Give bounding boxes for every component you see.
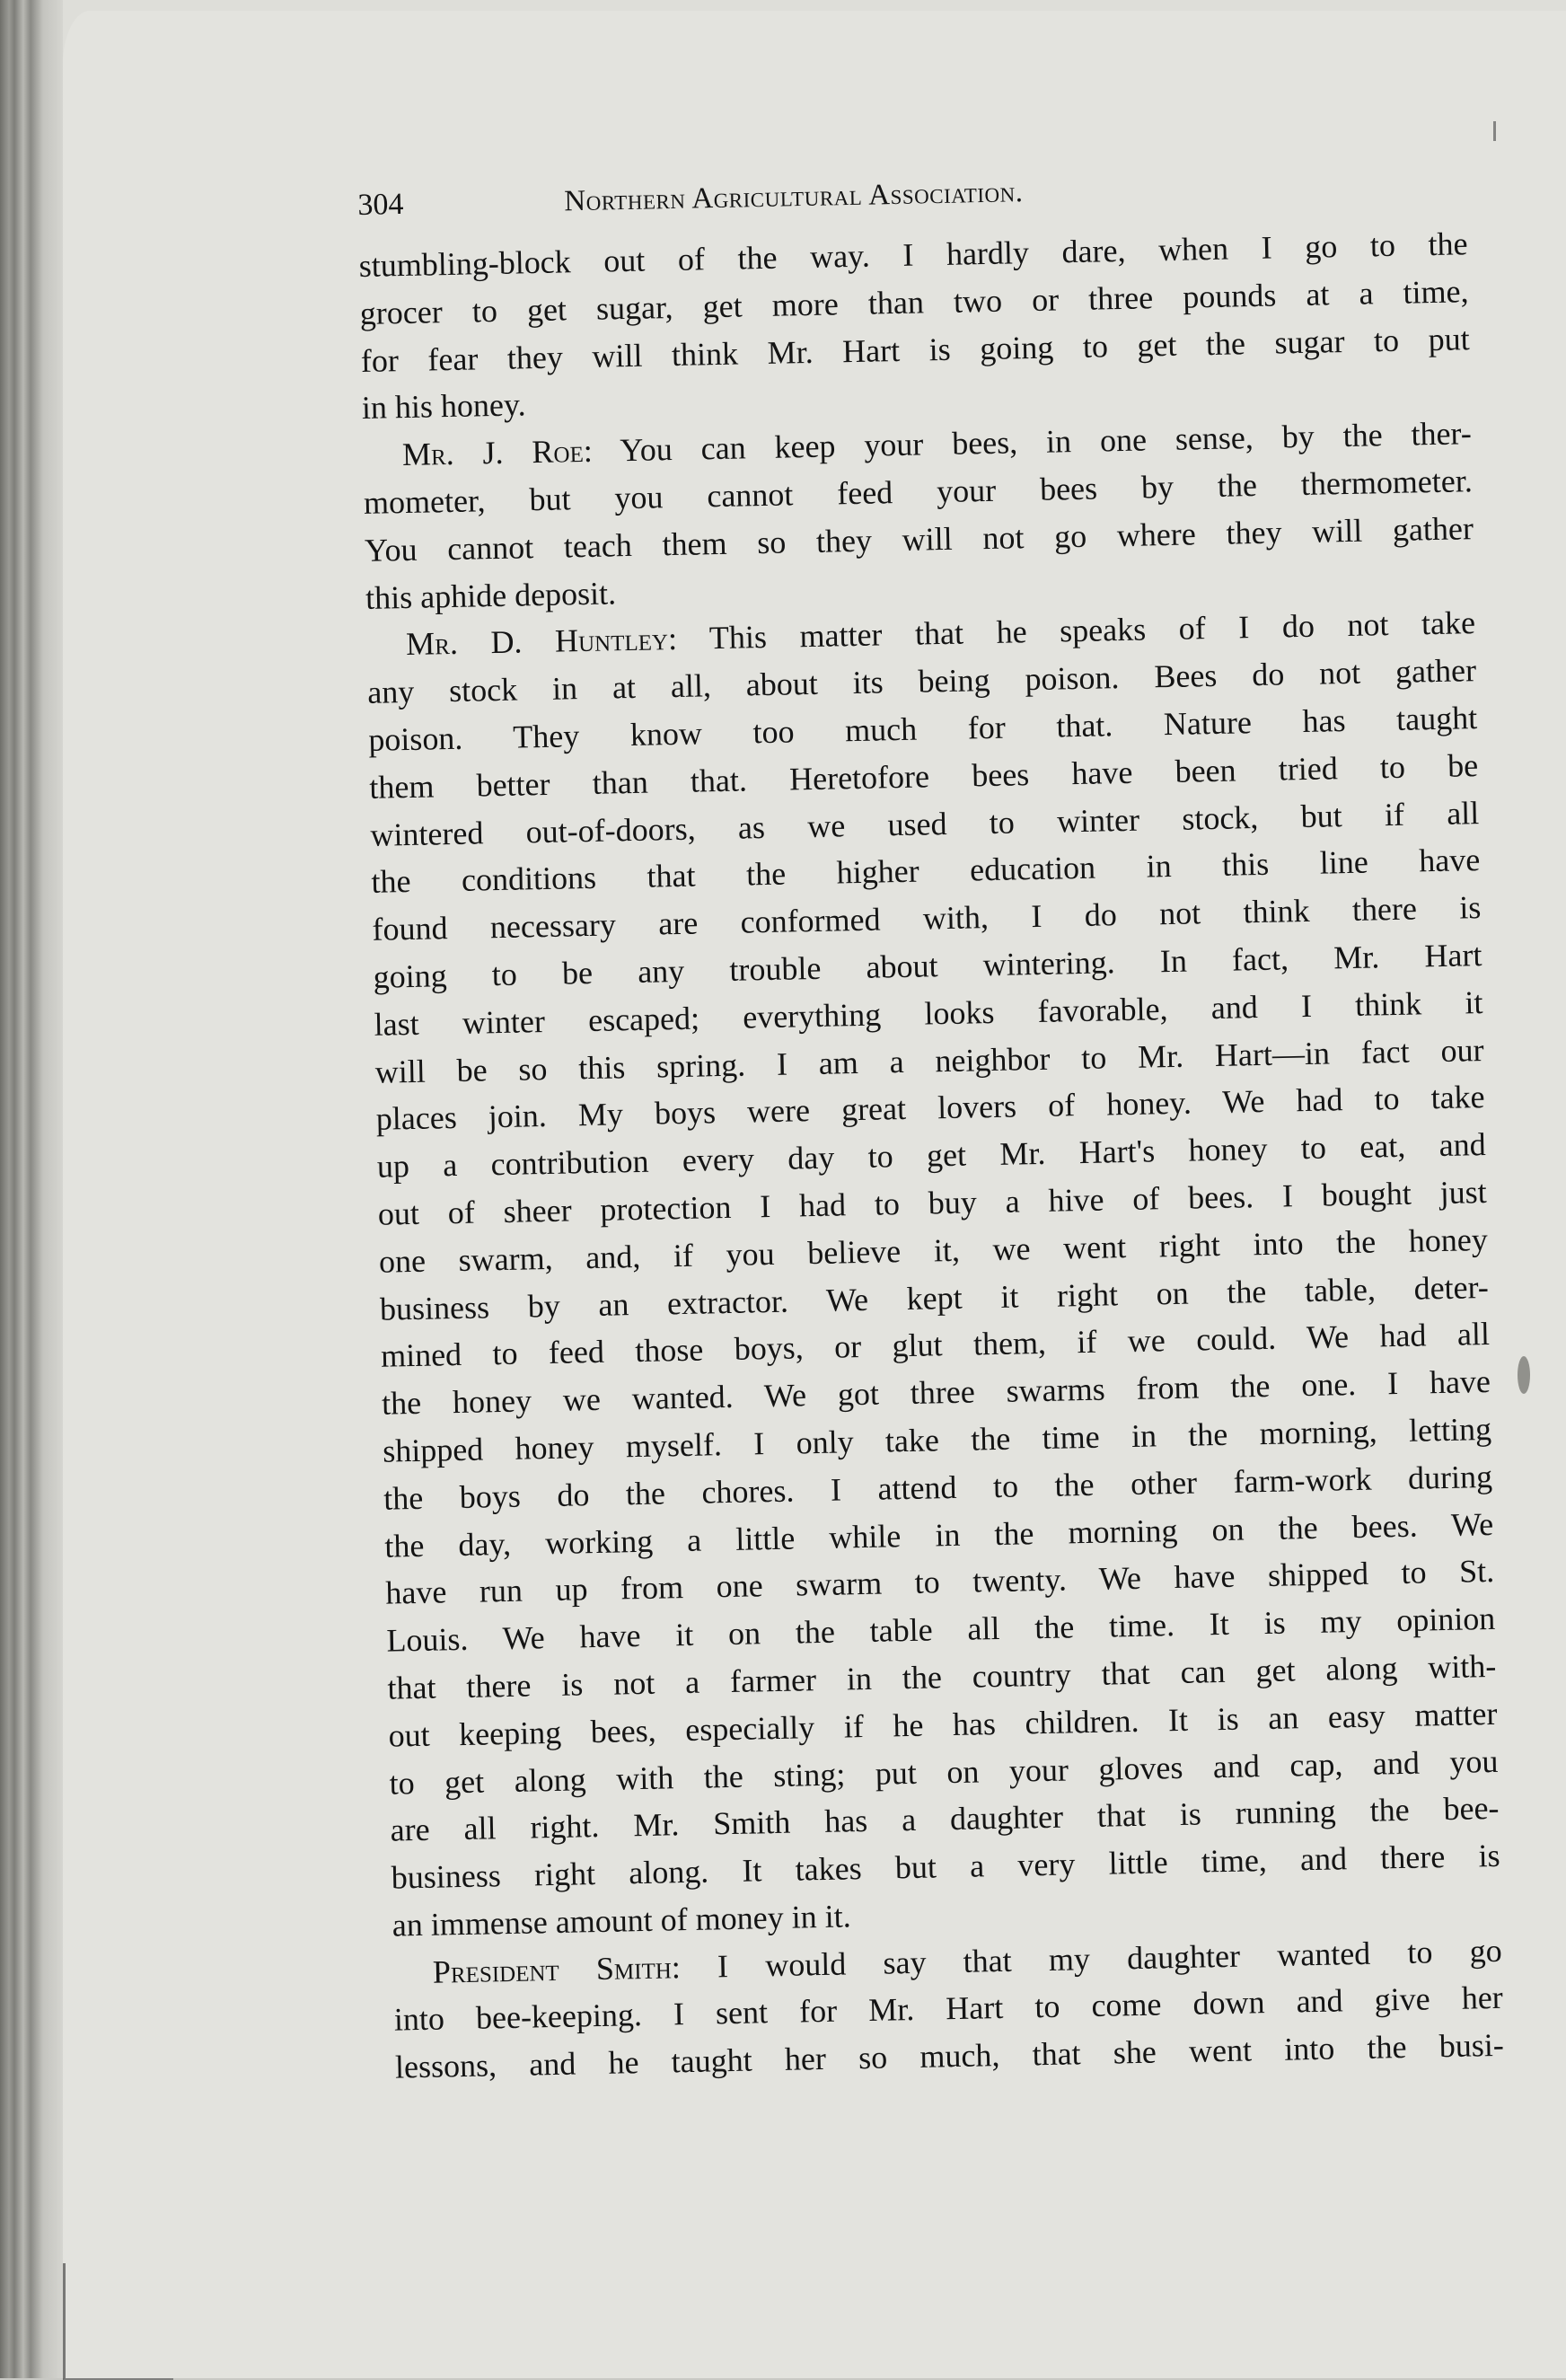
paragraph-smith: [392, 1927, 1504, 2092]
text-line: are all right. Mr. Smith has a daughter that is running the bee-: [390, 1790, 1500, 1848]
text-line: this aphide deposit.: [365, 574, 617, 616]
text-line: the honey we wanted. We got three swarms from the one. I have: [381, 1363, 1491, 1422]
speaker-name: Mr. J. Roe:: [401, 432, 594, 473]
text-line: business right along. It takes but a very little time, and there is: [391, 1837, 1500, 1896]
speaker-name: President Smith:: [432, 1948, 682, 1990]
text-line: out keeping bees, especially if he has children. It is an easy matter: [388, 1695, 1498, 1754]
text-line: the boys do the chores. I attend to the other farm-work during: [383, 1458, 1493, 1517]
text-line: business by an extractor. We kept it right on the table, deter-: [379, 1268, 1490, 1327]
paragraph-continuation: [358, 220, 1471, 432]
paragraph-huntley: [366, 599, 1501, 1949]
text-line: stumbling-block out of the way. I hardly dare, when I go to the: [358, 225, 1468, 284]
text-line: have run up from one swarm to twenty. We have shipped to St.: [384, 1553, 1495, 1611]
text-line: any stock in at all, about its being poison. Bees do not gather: [366, 652, 1477, 711]
text-line: wintered out-of-doors, as we used to winter stock, but if all: [370, 794, 1480, 853]
text-line-content: You can keep your bees, in one sense, by the ther-: [592, 415, 1473, 469]
book-binding-edge: [0, 0, 63, 2378]
text-line: one swarm, and, if you believe it, we went right into the honey: [378, 1221, 1489, 1280]
running-title: Northern Agricultural Association.: [563, 176, 1024, 218]
paragraph-roe: [362, 410, 1474, 621]
page-text-block: [357, 166, 1504, 2091]
page-number: 304: [357, 187, 404, 222]
text-line: found necessary are conformed with, I do not think there is: [372, 889, 1482, 948]
text-line: Louis. We have it on the table all the time. It is my opinion: [386, 1600, 1496, 1659]
text-line: them better than that. Heretofore bees have been tried to be: [368, 746, 1479, 806]
text-line: out of sheer protection I had to buy a hive of bees. I bought just: [377, 1173, 1488, 1232]
text-line: going to be any trouble about wintering. In fact, Mr. Hart: [373, 936, 1482, 995]
text-line: to get along with the sting; put on your gloves and cap, and you: [389, 1742, 1499, 1802]
text-line: into bee-keeping. I sent for Mr. Hart to come down and give her: [393, 1979, 1504, 2039]
text-line: last winter escaped; everything looks favorable, and I think it: [374, 983, 1483, 1043]
text-line: that there is not a farmer in the country that can get along with-: [387, 1647, 1497, 1706]
text-line: in his honey.: [361, 386, 526, 427]
text-line: the day, working a little while in the morning on the bees. We: [383, 1505, 1494, 1565]
speaker-name: Mr. D. Huntley:: [405, 621, 678, 663]
text-line: shipped honey myself. I only take the time in the morning, letting: [382, 1410, 1492, 1469]
text-line: You cannot teach them so they will not go where they will gather: [364, 509, 1474, 569]
text-line: up a contribution every day to get Mr. Hart's honey to eat, and: [376, 1126, 1487, 1185]
text-line-content: I would say that my daughter wanted to go: [680, 1932, 1503, 1985]
text-line: will be so this spring. I am a neighbor to Mr. Hart—in fact our: [374, 1031, 1484, 1090]
ink-blot: [1518, 1356, 1530, 1394]
text-line: mined to feed those boys, or glut them, if we could. We had all: [380, 1316, 1491, 1375]
text-line: for fear they will think Mr. Hart is going to get the sugar to put: [360, 320, 1470, 379]
text-line: an immense amount of money in it.: [392, 1898, 852, 1944]
text-line-content: This matter that he speaks of I do not take: [676, 604, 1476, 657]
text-line: the conditions that the higher education in this line have: [371, 842, 1481, 901]
text-line: lessons, and he taught her so much, that she went into the busi-: [394, 2027, 1505, 2085]
text-line: places join. My boys were great lovers of honey. We had to take: [375, 1079, 1485, 1138]
margin-mark: [1493, 121, 1496, 141]
text-line: grocer to get sugar, get more than two or three pounds at a time,: [359, 272, 1469, 331]
page-corner-edge: [63, 2263, 173, 2380]
text-line: mometer, but you cannot feed your bees by the thermometer.: [363, 463, 1474, 521]
text-line: poison. They know too much for that. Nature has taught: [367, 700, 1478, 758]
